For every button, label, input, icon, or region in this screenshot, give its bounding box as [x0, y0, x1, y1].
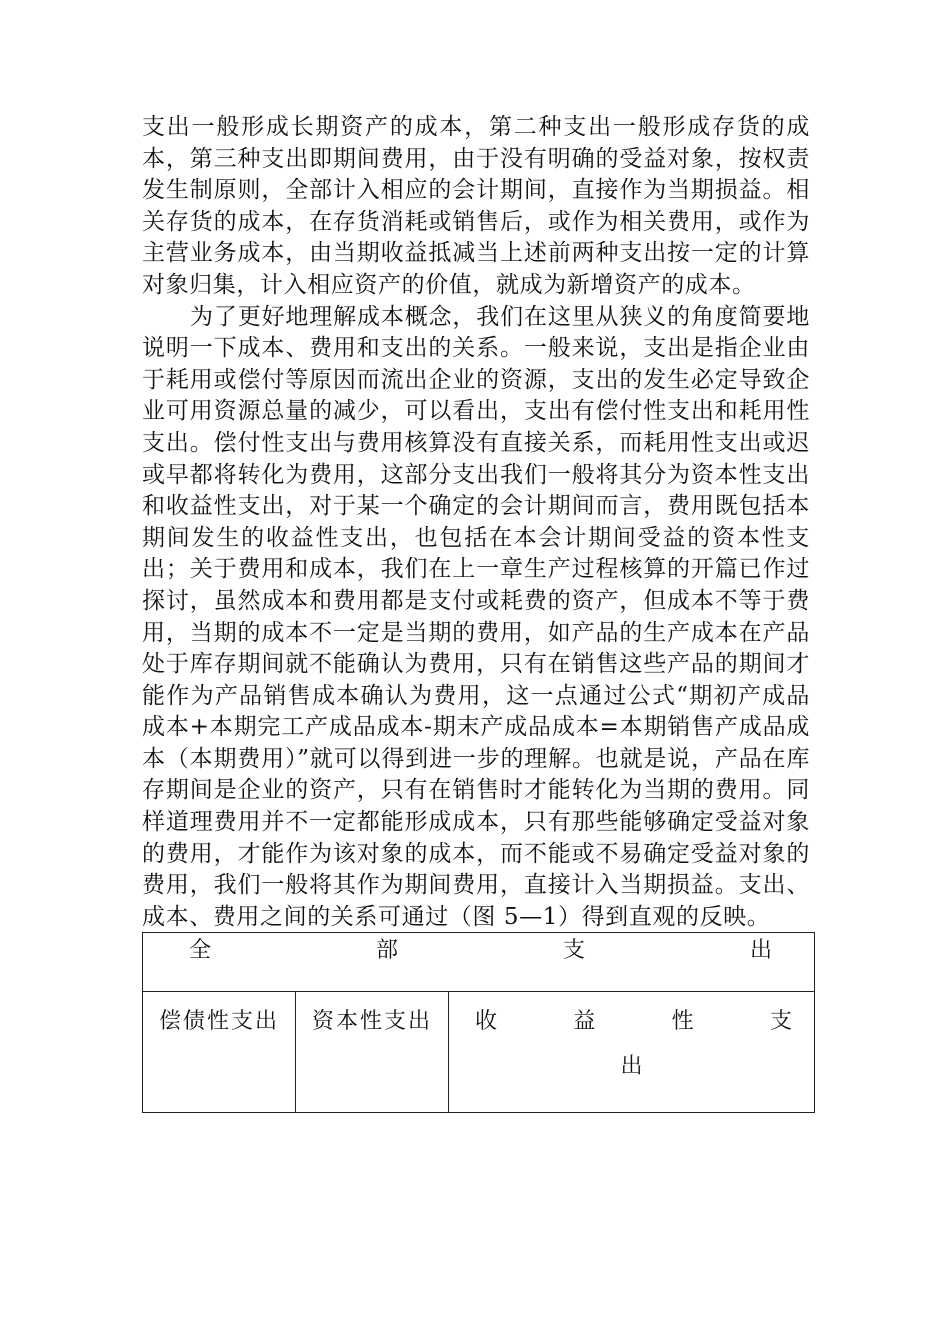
label-char: 收	[475, 1009, 498, 1034]
label-char: 支	[769, 1009, 792, 1034]
document-body	[142, 112, 810, 933]
paragraph-2: 为了更好地理解成本概念，我们在这里从狭义的角度简要地说明一下成本、费用和支出的关系。一般来说，支出是指企业由于耗用或偿付等原因而流出企业的资源，支出的发生必定导致企业可用资源总量的减少，可以看出，支出有偿付性支出和耗用性支出。偿付性支出与费用核算没有直接关系，而耗用性支出或迟或早都将转化为费用，这部分支出我们一般将其分为资本性支出和收益性支出，对于某一个确定的会计期间而言，费用既包括本期间发生的收益性支出，也包括在本会计期间受益的资本性支出；关于费用和成本，我们在上一章生产过程核算的开篇已作过探讨，虽然成本和费用都是支付或耗费的资产，但成本不等于费用，当期的成本不一定是当期的费用，如产品的生产成本在产品处于库存期间就不能确认为费用，只有在销售这些产品的期间才能作为产品销售成本确认为费用，这一点通过公式“期初产成品成本+本期完工产成品成本-期末产成品成本=本期销售产成品成本（本期费用）”就可以得到进一步的理解。也就是说，产品在库存期间是企业的资产，只有在销售时才能转化为当期的费用。同样道理费用并不一定都能形成成本，只有那些能够确定受益对象的费用，才能作为该对象的成本，而不能或不易确定受益对象的费用，我们一般将其作为期间费用，直接计入当期损益。支出、成本、费用之间的关系可通过（图 5—1）得到直观的反映。	[142, 303, 810, 930]
revenue-expenditure-label	[449, 992, 814, 1035]
table-body-row	[143, 992, 815, 1113]
capital-expenditure-cell: 资本性支出	[296, 992, 449, 1113]
paragraph-1: 支出一般形成长期资产的成本，第二种支出一般形成存货的成本，第三种支出即期间费用，由于没有明确的受益对象，按权责发生制原则，全部计入相应的会计期间，直接作为当期损益。相关存货的成本，在存货消耗或销售后，或作为相关费用，或作为主营业务成本，由当期收益抵减当上述前两种支出按一定的计算对象归集，计入相应资产的价值，就成为新增资产的成本。	[142, 114, 810, 298]
expenditure-relationship-table	[142, 932, 815, 1113]
header-char: 部	[375, 938, 398, 963]
debt-expenditure-cell: 偿债性支出	[143, 992, 296, 1113]
header-char: 全	[189, 938, 212, 963]
label-char: 益	[573, 1009, 596, 1034]
label-char: 性	[671, 1009, 694, 1034]
header-char: 出	[749, 938, 772, 963]
total-expenditure-label	[143, 933, 814, 964]
table-header-row	[143, 933, 815, 992]
total-expenditure-cell	[143, 933, 815, 992]
label-char-tail: 出	[620, 1054, 643, 1079]
revenue-expenditure-cell	[449, 992, 815, 1113]
header-char: 支	[562, 938, 585, 963]
